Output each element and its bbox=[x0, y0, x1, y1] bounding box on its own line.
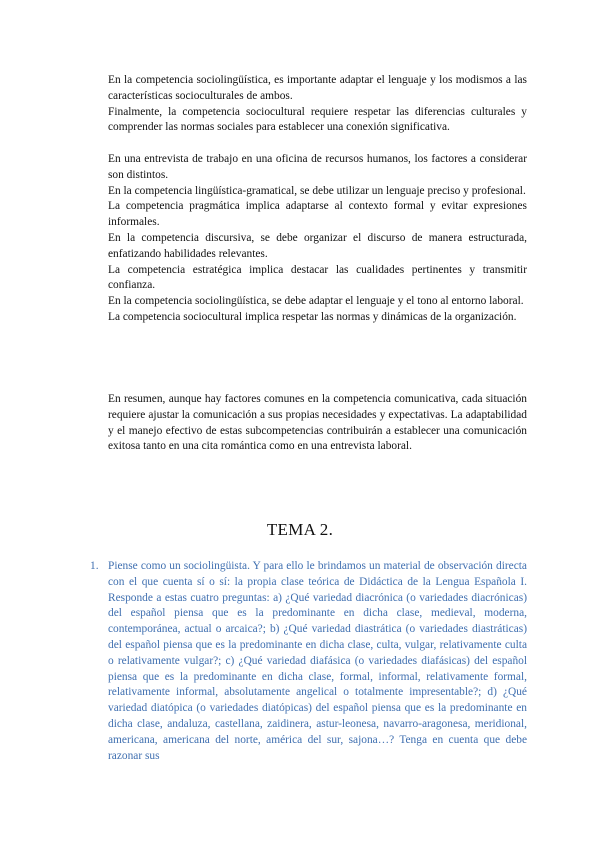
paragraph-block-summary bbox=[108, 392, 527, 455]
paragraph: En resumen, aunque hay factores comunes en la competencia comunicativa, cada situación requiere ajustar la comunicación a sus propias necesidades y expectativas. La adaptabilidad y el manejo efectivo de estas subcompetencias contribuirán a establecer una comunicación exitosa tanto en una cita romántica como en una entrevista laboral. bbox=[108, 393, 527, 453]
paragraph: En la competencia lingüística-gramatical, se debe utilizar un lenguaje preciso y profesional. bbox=[108, 184, 526, 197]
paragraph: En la competencia sociolingüística, es importante adaptar el lenguaje y los modismos a las características socioculturales de ambos. bbox=[108, 74, 527, 102]
paragraph: En una entrevista de trabajo en una oficina de recursos humanos, los factores a considerar son distintos. bbox=[108, 153, 527, 181]
paragraph: La competencia sociocultural implica respetar las normas y dinámicas de la organización. bbox=[108, 310, 517, 323]
paragraph-block-romantic-date bbox=[108, 73, 527, 136]
question-list-item bbox=[90, 559, 527, 764]
paragraph: En la competencia discursiva, se debe organizar el discurso de manera estructurada, enfatizando habilidades relevantes. bbox=[108, 231, 527, 260]
paragraph: La competencia estratégica implica destacar las cualidades pertinentes y transmitir confianza. bbox=[108, 263, 527, 292]
paragraph: Finalmente, la competencia sociocultural requiere respetar las diferencias culturales y comprender las normas sociales para establecer una conexión significativa. bbox=[108, 105, 527, 134]
paragraph-block-job-interview bbox=[108, 152, 527, 326]
question-number: 1. bbox=[90, 560, 99, 572]
paragraph: La competencia pragmática implica adaptarse al contexto formal y evitar expresiones informales. bbox=[108, 200, 527, 229]
section-heading: TEMA 2. bbox=[266, 520, 334, 539]
paragraph: En la competencia sociolingüística, se debe adaptar el lenguaje y el tono al entorno laboral. bbox=[108, 295, 524, 308]
question-text: Piense como un sociolingüista. Y para ello le brindamos un material de observación directa con el que cuenta sí o sí: la propia clase teórica de Didáctica de la Lengua Española I. Responde a estas cuatro preguntas: a) ¿Qué variedad diacrónica (o variedades diacrónicas) del español piensa que es la predominante en dicha clase, medieval, moderna, contemporánea, actual o arcaica?; b) ¿Qué variedad diastrática (o variedades diastráticas) del español piensa que es la predominante en dicha clase, culta, vulgar, relativamente culta o relativamente vulgar?; c) ¿Qué variedad diafásica (o variedades diafásicas) del español piensa que es la predominante en dicha clase, formal, informal, relativamente formal, relativamente informal, absolutamente angelical o totalmente impresentable?; d) ¿Qué variedad diatópica (o variedades diatópicas) del español piensa que es la predominante en dicha clase, andaluza, castellana, zaidinera, astur-leonesa, navarro-aragonesa, meridional, americana, americana del norte, américa del sur, sajona…? Tenga en cuenta que debe razonar sus bbox=[108, 560, 527, 762]
